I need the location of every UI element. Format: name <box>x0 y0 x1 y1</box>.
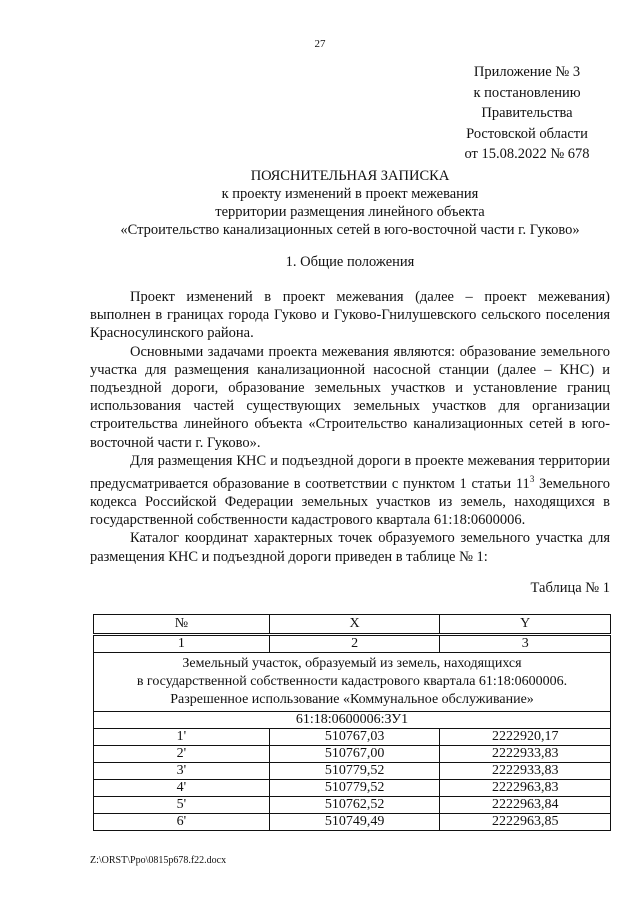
paragraph-text: Земельного кодекса Российской Федерации земельных участков из земель, находящихся в государственной собственности кадастрового квартала 61:18:0600006. <box>90 475 610 529</box>
table-row <box>94 763 611 780</box>
appendix-line: к постановлению <box>473 84 581 101</box>
section-title: 1. Общие положения <box>285 254 415 270</box>
point-x: 510779,52 <box>269 780 440 797</box>
column-number: 3 <box>440 635 611 653</box>
header-number: № <box>94 615 270 635</box>
page-number: 27 <box>314 38 326 50</box>
point-x: 510767,03 <box>269 729 440 746</box>
coordinates-table <box>93 614 611 831</box>
description-line: Разрешенное использование «Коммунальное обслуживание» <box>170 692 534 707</box>
paragraph-text: Для размещения КНС и подъездной дороги в проекте межевания территории предусматривается образование в соответствии с пунктом 1 статьи 11 <box>90 452 610 492</box>
point-y: 2222963,84 <box>440 797 611 814</box>
paragraph <box>90 452 610 530</box>
point-number: 2' <box>94 746 270 763</box>
point-number: 3' <box>94 763 270 780</box>
description-line: в государственной собственности кадастрового квартала 61:18:0600006. <box>136 674 568 689</box>
table-caption: Таблица № 1 <box>530 580 610 596</box>
point-number: 6' <box>94 814 270 831</box>
description-line: Земельный участок, образуемый из земель, находящихся <box>182 656 522 671</box>
header-y: Y <box>440 615 611 635</box>
point-x: 510749,49 <box>269 814 440 831</box>
point-number: 1' <box>94 729 270 746</box>
document-title <box>90 167 610 239</box>
table-row <box>94 729 611 746</box>
title-line: к проекту изменений в проект межевания <box>221 186 479 202</box>
point-y: 2222920,17 <box>440 729 611 746</box>
parcel-id: 61:18:0600006:ЗУ1 <box>94 712 611 729</box>
superscript: 3 <box>529 474 535 485</box>
point-number: 5' <box>94 797 270 814</box>
parcel-description <box>94 653 611 712</box>
appendix-line: Ростовской области <box>466 125 588 142</box>
point-x: 510767,00 <box>269 746 440 763</box>
appendix-line: Приложение № 3 <box>473 64 581 80</box>
point-y: 2222963,83 <box>440 780 611 797</box>
point-x: 510762,52 <box>269 797 440 814</box>
appendix-block <box>452 62 602 165</box>
appendix-line: Правительства <box>481 105 573 121</box>
header-x: X <box>269 615 440 635</box>
paragraph: Основными задачами проекта межевания являются: образование земельного участка для размещения канализационной насосной станции (далее – КНС) и подъездной дороги, образование земельных участков и установление границ использования частей существующих земельных участков для организации строительства линейного объекта «Строительство канализационных сетей в юго-восточной части г. Гуково». <box>90 343 610 451</box>
title-line: территории размещения линейного объекта <box>215 204 485 220</box>
footer-file-path: Z:\ORST\Ppo\0815p678.f22.docx <box>90 855 227 866</box>
paragraph: Каталог координат характерных точек образуемого земельного участка для размещения КНС и подъездной дороги приведен в таблице № 1: <box>90 530 610 565</box>
table-row <box>94 797 611 814</box>
table-row <box>94 814 611 831</box>
column-number: 2 <box>269 635 440 653</box>
point-y: 2222933,83 <box>440 746 611 763</box>
paragraph: Проект изменений в проект межевания (далее – проект межевания) выполнен в границах города Гуково и Гуково-Гнилушевского сельского поселения Красносулинского района. <box>90 289 610 342</box>
point-x: 510779,52 <box>269 763 440 780</box>
table-row <box>94 746 611 763</box>
point-number: 4' <box>94 780 270 797</box>
body-text <box>90 288 610 566</box>
title-heading: ПОЯСНИТЕЛЬНАЯ ЗАПИСКА <box>250 168 450 184</box>
table-row <box>94 780 611 797</box>
point-y: 2222963,85 <box>440 814 611 831</box>
column-number: 1 <box>94 635 270 653</box>
point-y: 2222933,83 <box>440 763 611 780</box>
title-line: «Строительство канализационных сетей в юго-восточной части г. Гуково» <box>120 222 580 238</box>
appendix-line: от 15.08.2022 № 678 <box>464 146 590 162</box>
